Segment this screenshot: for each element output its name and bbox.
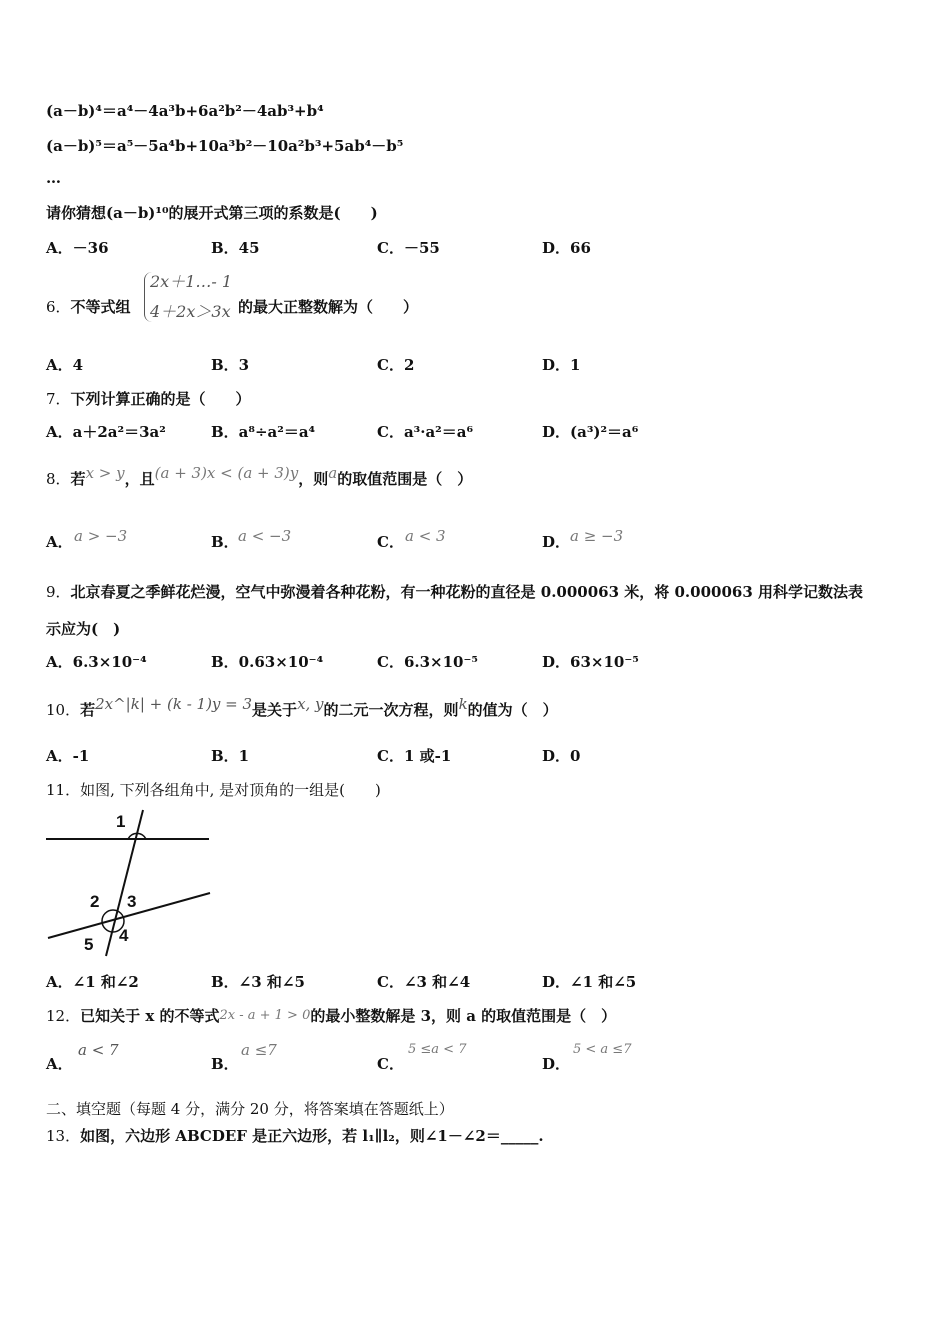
q5-option-a: A．－36: [46, 239, 109, 257]
q9-option-a: A．6.3×10⁻⁴: [46, 653, 147, 671]
q7-number: 7．: [46, 390, 71, 408]
q8-label-b: B．: [211, 533, 239, 551]
q12-number: 12．: [46, 1007, 81, 1025]
q7-option-b: B．a⁸÷a²＝a⁴: [211, 423, 316, 441]
q8-value-b: a < −3: [238, 527, 292, 545]
q10-option-d: D．0: [542, 747, 581, 765]
q12-label-b: B．: [211, 1055, 239, 1073]
q5-option-d: D．66: [542, 239, 591, 257]
ellipsis: …: [46, 169, 61, 187]
q8-label-d: D．: [542, 533, 571, 551]
q8-math-1: x > y: [85, 464, 125, 482]
q12-text-2: 的最小整数解是 3，则 a 的取值范围是（ ）: [310, 1007, 617, 1025]
q11-option-b: B．∠3 和∠5: [211, 973, 305, 991]
q10-option-a: A．-1: [46, 747, 90, 765]
q12-value-d: 5 < a ≤7: [573, 1042, 632, 1057]
q12-math-1: 2x - a + 1 > 0: [219, 1008, 311, 1023]
q10-option-c: C．1 或-1: [377, 747, 452, 765]
q10-number: 10．: [46, 701, 81, 719]
q12-value-a: a < 7: [78, 1041, 119, 1059]
section-heading: 二、填空题（每题 4 分，满分 20 分，将答案填在答题纸上）: [46, 1100, 454, 1118]
q12-label-a: A．: [46, 1055, 73, 1073]
q8-text-3: ，则: [298, 470, 329, 488]
q9-option-d: D．63×10⁻⁵: [542, 653, 639, 671]
figure-label-1: 1: [116, 812, 126, 831]
q11-line: [46, 780, 381, 800]
q11-option-d: D．∠1 和∠5: [542, 973, 637, 991]
q10-math-2: x, y: [297, 695, 324, 713]
q8-label-a: A．: [46, 533, 73, 551]
q8-label-c: C．: [377, 533, 404, 551]
q6-inequality-2: 4＋2x＞3x: [150, 302, 231, 321]
q12-label-d: D．: [542, 1055, 571, 1073]
q8-value-c: a < 3: [405, 527, 446, 545]
q6-prefix: 不等式组: [70, 298, 131, 316]
q7-line: [46, 389, 251, 409]
q7-option-a: A．a＋2a²＝3a²: [46, 423, 166, 441]
q11-number: 11．: [46, 781, 81, 799]
q7-option-c: C．a³·a²＝a⁶: [377, 423, 474, 441]
q5-question: 请你猜想(a－b)¹⁰的展开式第三项的系数是( ): [46, 204, 378, 222]
q12-value-b: a ≤7: [241, 1041, 277, 1059]
q9-line-1: [46, 582, 863, 602]
q12-label-c: C．: [377, 1055, 404, 1073]
q13-number: 13．: [46, 1127, 81, 1145]
q6-suffix: 的最大正整数解为（ ）: [238, 298, 419, 316]
q6-option-b: B．3: [211, 356, 250, 374]
q5-option-b: B．45: [211, 239, 260, 257]
q10-option-b: B．1: [211, 747, 250, 765]
binomial-line-4: (a－b)⁴＝a⁴－4a³b+6a²b²－4ab³+b⁴: [46, 102, 324, 120]
q10-text-2: 是关于: [252, 701, 298, 719]
figure-label-5: 5: [84, 935, 94, 954]
q11-option-a: A．∠1 和∠2: [46, 973, 139, 991]
q10-text-3: 的二元一次方程，则: [323, 701, 459, 719]
q8-text-4: 的取值范围是（ ）: [337, 470, 473, 488]
q8-value-a: a > −3: [74, 527, 128, 545]
q8-text-2: ，且: [124, 470, 155, 488]
q9-option-c: C．6.3×10⁻⁵: [377, 653, 478, 671]
q5-option-c: C．－55: [377, 239, 440, 257]
q13-text: 如图，六边形 ABCDEF 是正六边形，若 l₁∥l₂，则∠1－∠2＝_____.: [80, 1127, 544, 1145]
q10-math-1: 2x^|k| + (k - 1)y = 3: [95, 695, 253, 713]
q11-text: 如图, 下列各组角中, 是对顶角的一组是( ): [80, 781, 381, 799]
binomial-line-5: (a－b)⁵＝a⁵－5a⁴b+10a³b²－10a²b³+5ab⁴－b⁵: [46, 137, 404, 155]
q8-math-2: (a + 3)x < (a + 3)y: [154, 464, 299, 482]
q6-option-d: D．1: [542, 356, 581, 374]
q6-option-a: A．4: [46, 356, 84, 374]
q6-inequality-1: 2x＋1…- 1: [150, 272, 233, 291]
q8-line: [46, 464, 473, 489]
q6-line: [46, 297, 131, 317]
figure-label-3: 3: [127, 892, 137, 911]
q8-math-3: a: [328, 464, 338, 482]
angles-figure: [44, 808, 214, 958]
figure-label-4: 4: [119, 926, 129, 945]
q10-text-1: 若: [80, 701, 96, 719]
q8-text-1: 若: [70, 470, 86, 488]
q9-number: 9．: [46, 583, 71, 601]
q13-line: [46, 1126, 544, 1146]
q6-option-c: C．2: [377, 356, 415, 374]
q9-text-1: 北京春夏之季鲜花烂漫，空气中弥漫着各种花粉，有一种花粉的直径是 0.000063 米，将 0.000063 用科学记数法表: [70, 583, 864, 601]
q9-text-2: 示应为( ): [46, 620, 121, 638]
figure-label-2: 2: [90, 892, 100, 911]
q12-value-c: 5 ≤a < 7: [408, 1042, 467, 1057]
q12-line: [46, 1006, 616, 1028]
q10-math-3: k: [458, 695, 468, 713]
q12-text-1: 已知关于 x 的不等式: [80, 1007, 220, 1025]
q10-text-4: 的值为（ ）: [467, 701, 558, 719]
q7-text: 下列计算正确的是（ ）: [70, 390, 251, 408]
q10-line: [46, 695, 558, 720]
q8-value-d: a ≥ −3: [570, 527, 624, 545]
q11-option-c: C．∠3 和∠4: [377, 973, 471, 991]
q9-option-b: B．0.63×10⁻⁴: [211, 653, 324, 671]
q6-number: 6．: [46, 298, 71, 316]
q8-number: 8．: [46, 470, 71, 488]
q7-option-d: D．(a³)²＝a⁶: [542, 423, 639, 441]
